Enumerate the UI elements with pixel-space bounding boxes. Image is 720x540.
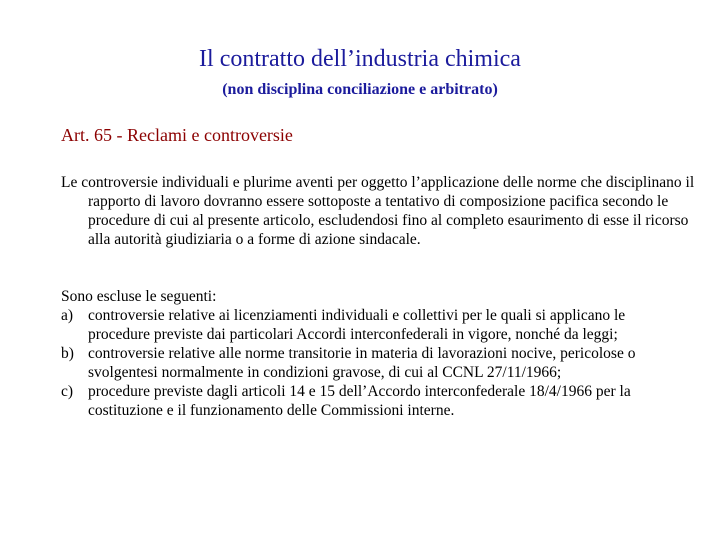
- list-item: [61, 344, 686, 382]
- list-item-text: controversie relative ai licenziamenti individuali e collettivi per le quali si applicano le procedure previste dai particolari Accordi interconfederali in vigore, nonché da leggi;: [88, 307, 626, 343]
- list-item-text: procedure previste dagli articoli 14 e 15 dell’Accordo interconfederale 18/4/1966 per la costituzione e il funzionamento delle Commissioni interne.: [88, 383, 631, 419]
- list-item: [61, 306, 686, 344]
- exclusions-section: [61, 287, 686, 420]
- list-marker: c): [61, 383, 74, 400]
- paragraph2-emphasis: escluse: [96, 288, 142, 305]
- article-heading: Art. 65 - Reclami e controversie: [61, 125, 293, 145]
- slide-subtitle: (non disciplina conciliazione e arbitrato): [222, 81, 498, 98]
- paragraph1-emphasis: controversie individuali e plurime: [81, 174, 292, 191]
- exclusions-list: [61, 306, 686, 420]
- list-marker: b): [61, 345, 74, 362]
- paragraph1-lead: Le: [61, 174, 82, 191]
- list-marker: a): [61, 307, 74, 324]
- list-item: [61, 382, 686, 420]
- exclusions-intro: [61, 287, 686, 306]
- paragraph-controversie: [61, 173, 713, 249]
- list-item-text: controversie relative alle norme transitorie in materia di lavorazioni nocive, pericolose o svolgentesi normalmente in condizioni gravose, di cui al CCNL 27/11/1966;: [88, 345, 636, 381]
- paragraph2-rest: le seguenti:: [141, 288, 217, 305]
- slide-title: Il contratto dell’industria chimica: [199, 46, 521, 72]
- paragraph1-rest: aventi per oggetto l’applicazione delle norme che disciplinano il rapporto di lavoro dovranno essere sottoposte a tentativo di composizione pacifica secondo le procedure di cui al presente articolo, escludendosi fino al completo esaurimento di esse il ricorso alla autorità giudiziaria o a forme di azione sindacale.: [88, 174, 695, 248]
- paragraph2-lead: Sono: [61, 288, 97, 305]
